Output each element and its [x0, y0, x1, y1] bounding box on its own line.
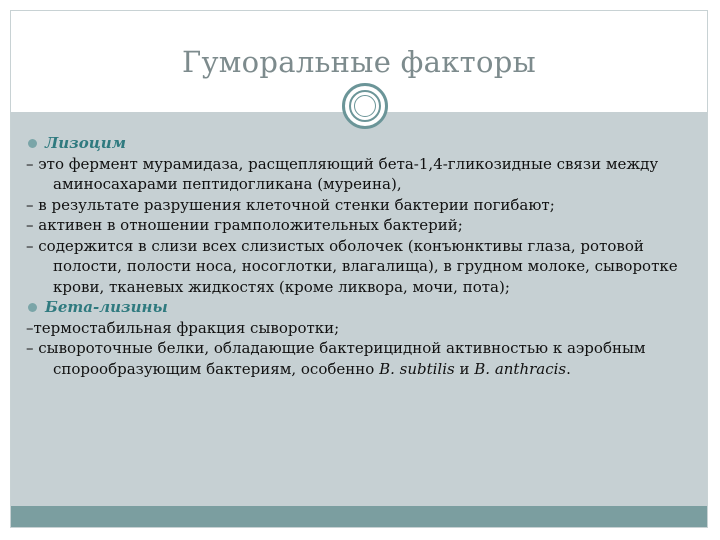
list-item: – содержится в слизи всех слизистых оболочек (конъюнктивы глаза, ротовой полости, полости носа, носоглотки, влагалища), в грудном молоке, сыворотке крови, тканевых жидкостях (кроме ликвора, мочи, пота); [26, 236, 678, 296]
list-item: – в результате разрушения клеточной стенки бактерии погибают; [26, 195, 555, 214]
heading-label: Лизоцим [45, 134, 126, 152]
item-text: – сывороточные белки, обладающие бактерицидной активностью к аэробным спорообразующим бактериям, особенно [26, 339, 646, 378]
slide-title: Гуморальные факторы [181, 45, 537, 79]
item-text: и [454, 359, 475, 378]
section-heading-beta-lysins [26, 297, 698, 318]
bullet-dot-icon [28, 303, 37, 312]
list-item-last [26, 338, 698, 379]
heading-label: Бета-лизины [45, 298, 168, 316]
bottom-band [11, 506, 707, 527]
bullet-dot-icon [28, 139, 37, 148]
list-item: – это фермент мурамидаза, расщепляющий бета-1,4-гликозидные связи между аминосахарами пептидогликана (муреина), [26, 154, 659, 193]
item-text: . [566, 359, 571, 378]
list-item: – активен в отношении грамположительных бактерий; [26, 216, 463, 234]
section-heading-lysozyme [26, 133, 698, 154]
species-name: B. subtilis [379, 359, 455, 378]
slide-body [26, 133, 698, 379]
ring-ornament-icon [342, 83, 388, 129]
slide [10, 10, 708, 528]
list-item: –термостабильная фракция сыворотки; [26, 318, 340, 337]
species-name: B. anthracis [474, 359, 567, 378]
